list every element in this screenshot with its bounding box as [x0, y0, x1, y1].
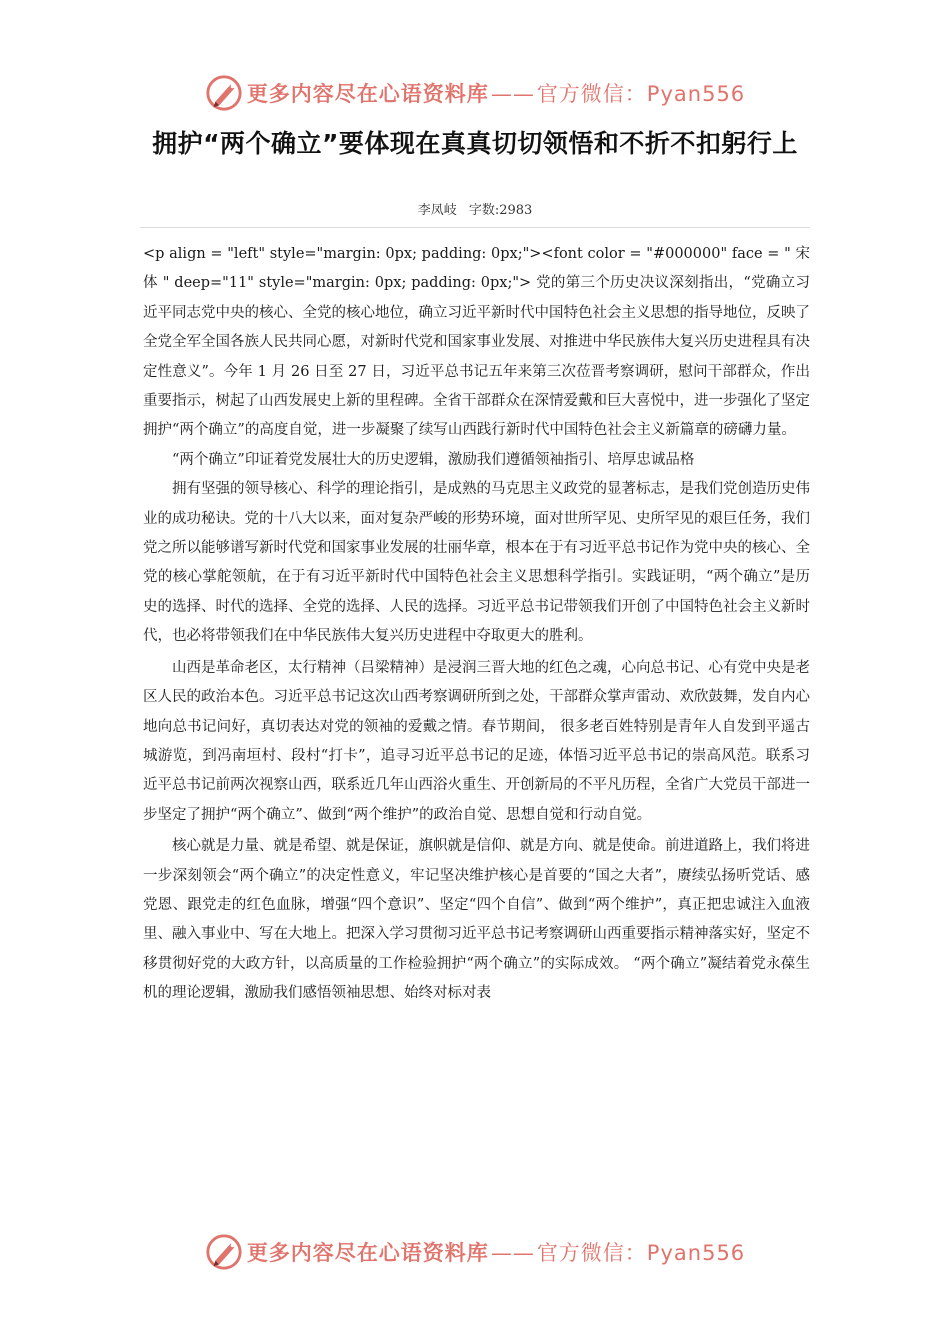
paragraph: 山西是革命老区，太行精神（吕梁精神）是浸润三晋大地的红色之魂，心向总书记、心有党中央是老区人民的政治本色。习近平总书记这次山西考察调研所到之处，干部群众掌声雷动、欢欣鼓舞，发自内心地向总书记问好，真切表达对党的领袖的爱戴之情。春节期间， 很多老百姓特别是青年人自发到平遥古城游览，到冯南垣村、段村“打卡”，追寻习近平总书记的足迹，体悟习近平总书记的崇高风范。联系习近平总书记前两次视察山西，联系近几年山西浴火重生、开创新局的不平凡历程，全省广大党员干部进一步坚定了拥护“两个确立”、做到“两个维护”的政治自觉、思想自觉和行动自觉。 [143, 659, 810, 823]
banner-text [247, 78, 745, 108]
word-count: 字数:2983 [468, 203, 533, 218]
pen-logo-icon [205, 1233, 243, 1271]
pen-logo-icon [205, 74, 243, 112]
banner-dash: —— [490, 1241, 535, 1265]
article-title: 拥护“两个确立”要体现在真真切切领悟和不折不扣躬行上 [152, 129, 798, 158]
banner-main-text: 更多内容尽在心语资料库 [246, 1241, 489, 1265]
banner-wechat-text: 官方微信：Pyan556 [536, 1241, 746, 1265]
paragraph: <p align = "left" style="margin: 0px; padding: 0px;"><font color = "#000000" face = " 宋 体 " deep="11" style="margin: 0px; padding: 0px;"> 党的第三个历史决议深刻指出，“党确立习近平同志党中央的核心、全党的核心地位，确立习近平新时代中国特色社会主义思想的指导地位，反映了全党全军全国各族人民共同心愿，对新时代党和国家事业发展、对推进中华民族伟大复兴历史进程具有决定性意义”。今年 1 月 26 日至 27 日，习近平总书记五年来第三次莅晋考察调研，慰问干部群众，作出重要指示，树起了山西发展史上新的里程碑。全省干部群众在深情爱戴和巨大喜悦中，进一步强化了坚定拥护“两个确立”的高度自觉，进一步凝聚了续写山西践行新时代中国特色社会主义新篇章的磅礴力量。 [143, 246, 810, 439]
footer-banner [0, 1233, 950, 1271]
author-name: 李凤岐 [417, 203, 457, 218]
article-body [143, 240, 810, 1009]
banner-wechat-text: 官方微信：Pyan556 [536, 82, 746, 106]
article-meta [140, 199, 810, 218]
paragraph: 拥有坚强的领导核心、科学的理论指引，是成熟的马克思主义政党的显著标志，是我们党创造历史伟业的成功秘诀。党的十八大以来，面对复杂严峻的形势环境，面对世所罕见、史所罕见的艰巨任务，我们党之所以能够谱写新时代党和国家事业发展的壮丽华章，根本在于有习近平总书记作为党中央的核心、全党的核心掌舵领航，在于有习近平新时代中国特色社会主义思想科学指引。实践证明，“两个确立”是历史的选择、时代的选择、全党的选择、人民的选择。习近平总书记带领我们开创了中国特色社会主义新时代，也必将带领我们在中华民族伟大复兴历史进程中夺取更大的胜利。 [143, 481, 810, 645]
banner-main-text: 更多内容尽在心语资料库 [246, 82, 489, 106]
banner-text [247, 1237, 745, 1267]
header-banner [0, 74, 950, 112]
paragraph: 核心就是力量、就是希望、就是保证，旗帜就是信仰、就是方向、就是使命。前进道路上，我们将进一步深刻领会“两个确立”的决定性意义，牢记坚决维护核心是首要的“国之大者”，赓续弘扬听党话、感党恩、跟党走的红色血脉，增强“四个意识”、坚定“四个自信”、做到“两个维护”，真正把忠诚注入血液里、融入事业中、写在大地上。把深入学习贯彻习近平总书记考察调研山西重要指示精神落实好，坚定不移贯彻好党的大政方针，以高质量的工作检验拥护“两个确立”的实际成效。 “两个确立”凝结着党永葆生机的理论逻辑，激励我们感悟领袖思想、始终对标对表 [143, 838, 810, 1002]
banner-dash: —— [490, 82, 535, 106]
section-heading: “两个确立”印证着党发展壮大的历史逻辑，激励我们遵循领袖指引、培厚忠诚品格 [172, 451, 695, 468]
title-divider [140, 227, 810, 228]
